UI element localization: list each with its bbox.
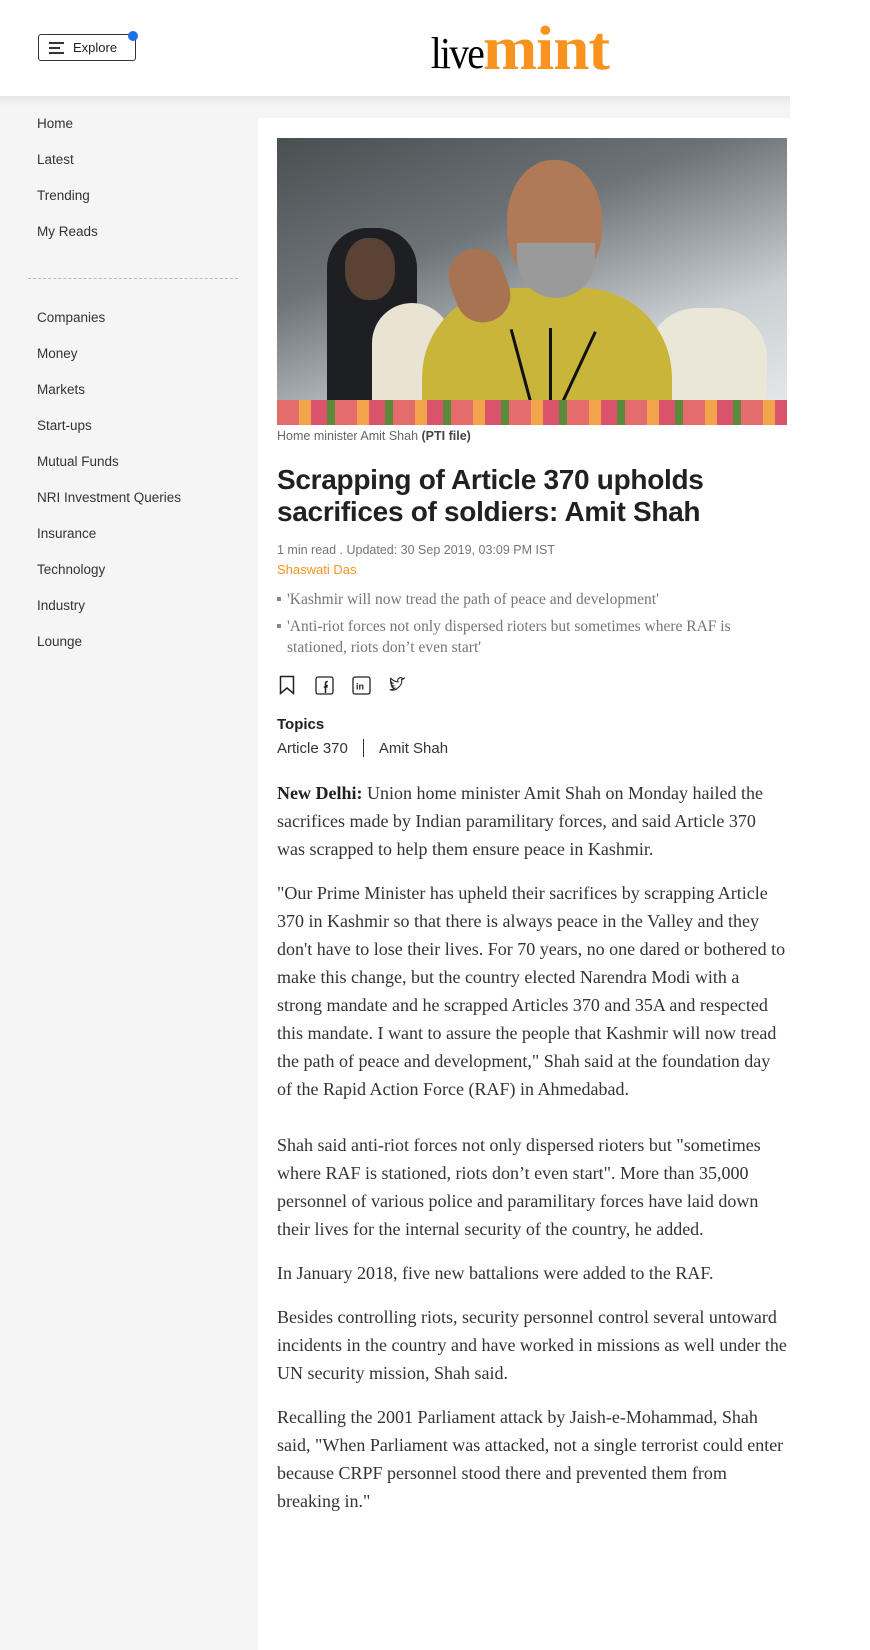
sidebar-item-industry[interactable]: Industry xyxy=(37,598,86,613)
sidebar-item-money[interactable]: Money xyxy=(37,346,78,361)
sidebar-item-start-ups[interactable]: Start-ups xyxy=(37,418,92,433)
article-body xyxy=(277,779,787,1515)
image-caption xyxy=(277,429,787,443)
sidebar-item-markets[interactable]: Markets xyxy=(37,382,86,397)
image-mic xyxy=(549,328,552,408)
svg-text:in: in xyxy=(355,681,364,691)
article xyxy=(277,138,787,1531)
article-paragraph: In January 2018, five new battalions were added to the RAF. xyxy=(277,1263,714,1283)
twitter-icon[interactable] xyxy=(388,675,408,695)
sidebar-item-latest[interactable]: Latest xyxy=(37,152,74,167)
sidebar-item-nri-investment-queries[interactable]: NRI Investment Queries xyxy=(37,490,182,505)
explore-button[interactable] xyxy=(38,34,136,61)
paragraph-text: Union home minister Amit Shah on Monday hailed the sacrifices made by Indian paramilitary forces, and said Article 370 was scrapped to help them ensure peace in Kashmir. xyxy=(277,783,763,859)
topic-link[interactable]: Amit Shah xyxy=(378,739,449,757)
bookmark-icon[interactable] xyxy=(277,675,297,695)
caption-credit: (PTI file) xyxy=(421,429,471,443)
sidebar-item-trending[interactable]: Trending xyxy=(37,188,90,203)
article-paragraph xyxy=(277,779,787,863)
linkedin-icon[interactable] xyxy=(351,675,371,695)
header-shadow xyxy=(0,96,790,106)
image-background-head xyxy=(345,238,395,300)
article-hero-image xyxy=(277,138,787,425)
sidebar-item-home[interactable]: Home xyxy=(37,116,74,131)
dateline: New Delhi: xyxy=(277,783,363,803)
topics-list xyxy=(277,739,787,757)
notification-dot xyxy=(128,31,138,41)
share-bar xyxy=(277,674,787,696)
article-paragraph: Recalling the 2001 Parliament attack by Jaish-e-Mohammad, Shah said, "When Parliament was attacked, not a single terrorist could enter because CRPF personnel stood there and prevented them from breaking in." xyxy=(277,1407,784,1511)
sidebar-item-technology[interactable]: Technology xyxy=(37,562,106,577)
livemint-logo[interactable] xyxy=(425,15,609,84)
article-paragraph: Besides controlling riots, security personnel control several untoward incidents in the country and have worked in missions as well under the UN security mission, Shah said. xyxy=(277,1307,787,1383)
caption-text: Home minister Amit Shah xyxy=(277,429,419,443)
sidebar-nav xyxy=(0,106,258,1650)
sidebar-item-lounge[interactable]: Lounge xyxy=(37,634,83,649)
facebook-icon[interactable] xyxy=(314,675,334,695)
sidebar-item-companies[interactable]: Companies xyxy=(37,310,106,325)
site-header xyxy=(0,0,790,96)
summary-item: 'Kashmir will now tread the path of peace and development' xyxy=(277,589,787,610)
article-headline: Scrapping of Article 370 upholds sacrifices of soldiers: Amit Shah xyxy=(277,464,704,527)
article-paragraph: Shah said anti-riot forces not only dispersed rioters but "sometimes where RAF is stationed, riots don’t even start". More than 35,000 personnel of various police and paramilitary forces have laid down their lives for the internal security of the country, he added. xyxy=(277,1135,761,1239)
right-gutter xyxy=(790,0,870,1650)
main-top-gap xyxy=(258,106,790,118)
topics-heading: Topics xyxy=(277,716,325,733)
logo-mint: mint xyxy=(482,15,609,84)
summary-item: 'Anti-riot forces not only dispersed rioters but sometimes where RAF is stationed, riots don’t even start' xyxy=(277,616,787,658)
sidebar-item-my-reads[interactable]: My Reads xyxy=(37,224,98,239)
sidebar-item-insurance[interactable]: Insurance xyxy=(37,526,97,541)
topic-separator xyxy=(363,739,364,757)
author-link[interactable]: Shaswati Das xyxy=(277,562,357,577)
article-paragraph: "Our Prime Minister has upheld their sacrifices by scrapping Article 370 in Kashmir so that there is always peace in the Valley and they don't have to lose their lives. For 70 years, no one dared or bothered to make this change, but the country elected Narendra Modi with a strong mandate and he scrapped Articles 370 and 35A and respected this mandate. I want to assure the people that Kashmir will now tread the path of peace and development," Shah said at the foundation day of the Rapid Action Force (RAF) in Ahmedabad. xyxy=(277,883,786,1099)
explore-label: Explore xyxy=(73,40,118,55)
logo-live: live xyxy=(430,29,483,78)
article-summary xyxy=(277,589,787,658)
image-flowers xyxy=(277,400,787,425)
hamburger-icon xyxy=(49,42,64,53)
sidebar-item-mutual-funds[interactable]: Mutual Funds xyxy=(37,454,119,469)
topic-link[interactable]: Article 370 xyxy=(277,739,348,757)
article-meta: 1 min read . Updated: 30 Sep 2019, 03:09 PM IST xyxy=(277,543,555,557)
sidebar-divider xyxy=(28,278,238,279)
